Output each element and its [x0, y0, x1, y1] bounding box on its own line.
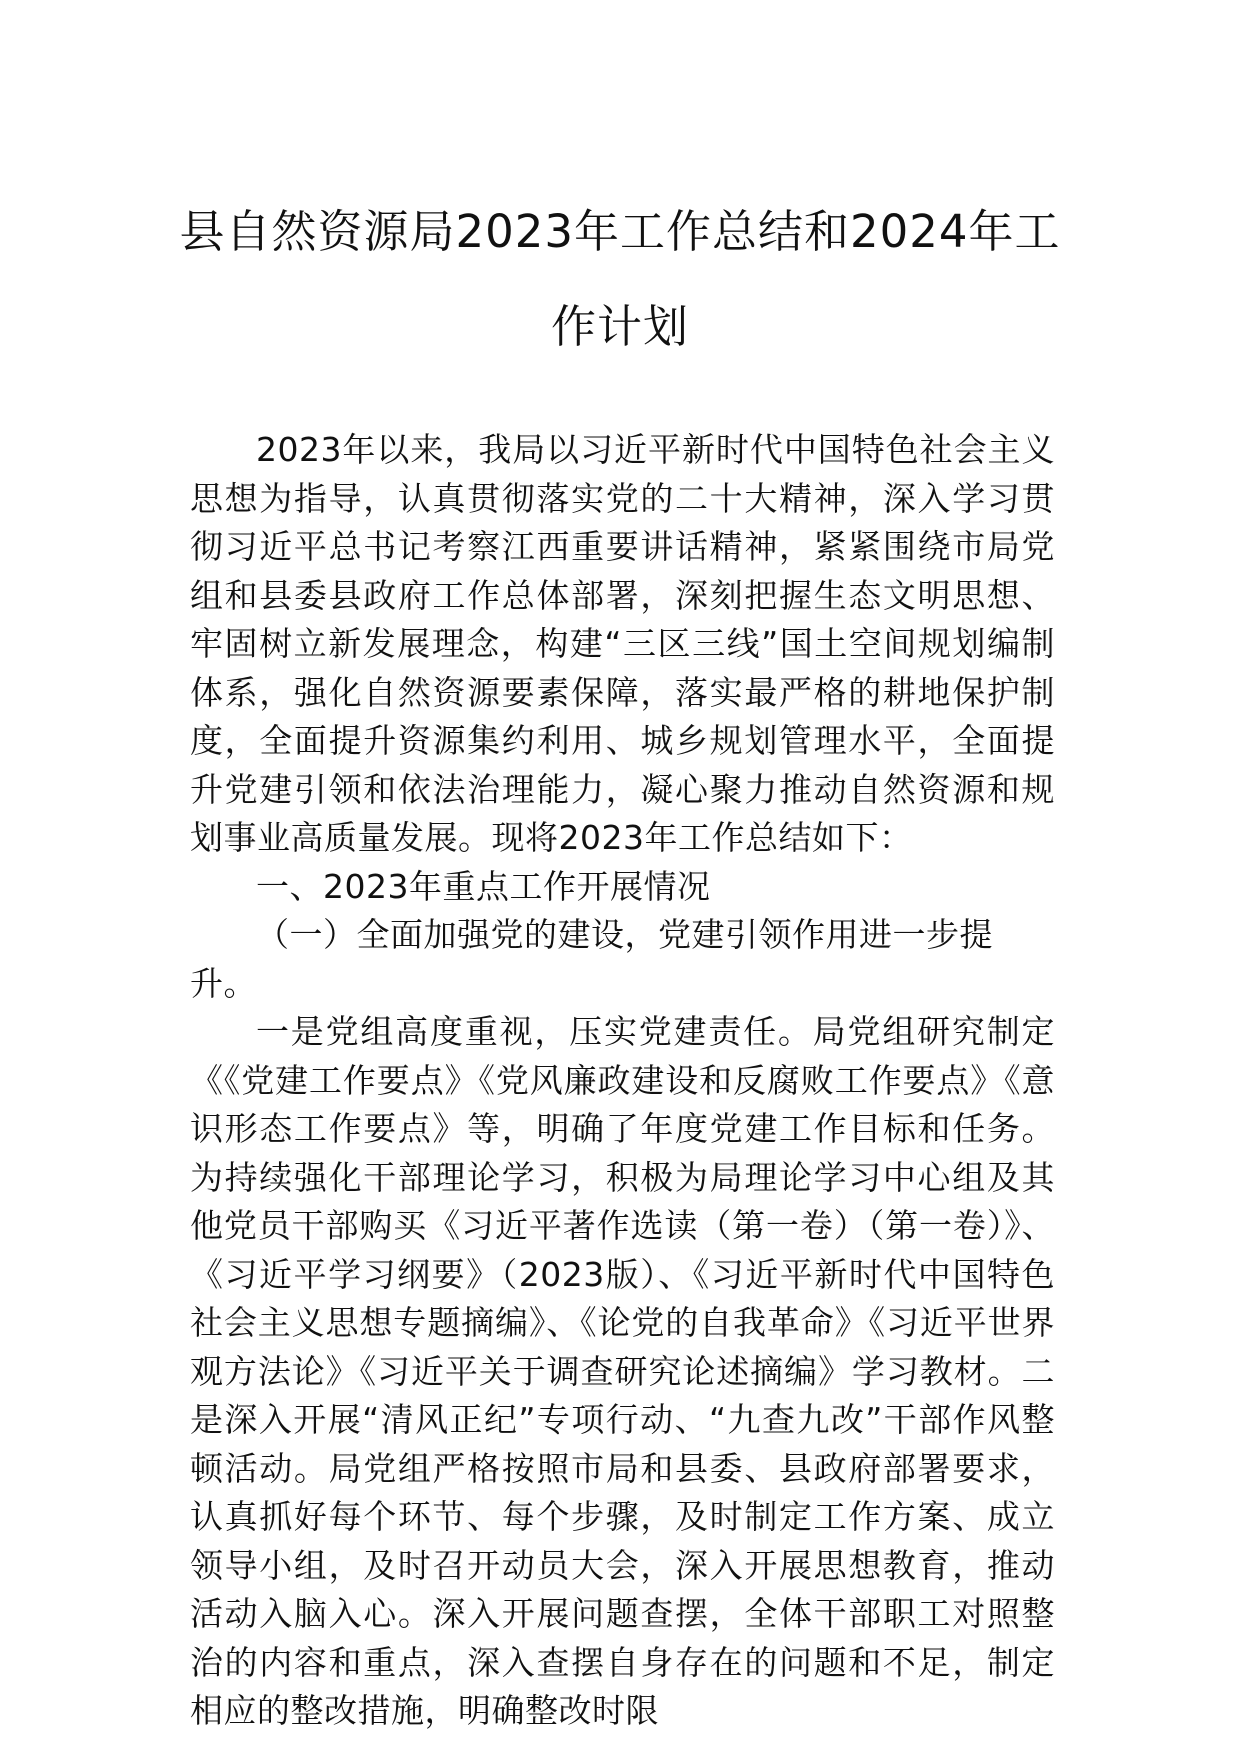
subsection-heading-1: （一）全面加强党的建设，党建引领作用进一步提升。 [190, 915, 993, 1003]
body-paragraph-1: 一是党组高度重视，压实党建责任。局党组研究制定《《党建工作要点》《党风廉政建设和反腐败工作要点》《意识形态工作要点》等，明确了年度党建工作目标和任务。为持续强化干部理论学习，积极为局理论学习中心组及其他党员干部购买《习近平著作选读（第一卷）（第一卷）》、《习近平学习纲要》（2023版）、《习近平新时代中国特色社会主义思想专题摘编》、《论党的自我革命》《习近平世界观方法论》《习近平关于调查研究论述摘编》学习教材。二是深入开展“清风正纪”专项行动、“九查九改”干部作风整顿活动。局党组严格按照市局和县委、县政府部署要求，认真抓好每个环节、每个步骤，及时制定工作方案、成立领导小组，及时召开动员大会，深入开展思想教育，推动活动入脑入心。深入开展问题查摆，全体干部职工对照整治的内容和重点，深入查摆自身存在的问题和不足，制定相应的整改措施，明确整改时限 [190, 1012, 1055, 1730]
document-body [190, 426, 1055, 1736]
document-title: 县自然资源局2023年工作总结和2024年工作计划 [179, 205, 1061, 353]
section-heading-1: 一、2023年重点工作开展情况 [256, 866, 711, 906]
intro-paragraph: 2023年以来，我局以习近平新时代中国特色社会主义思想为指导，认真贯彻落实党的二十大精神，深入学习贯彻习近平总书记考察江西重要讲话精神，紧紧围绕市局党组和县委县政府工作总体部署，深刻把握生态文明思想、牢固树立新发展理念，构建“三区三线”国土空间规划编制体系，强化自然资源要素保障，落实最严格的耕地保护制度，全面提升资源集约利用、城乡规划管理水平，全面提升党建引领和依法治理能力，凝心聚力推动自然资源和规划事业高质量发展。现将2023年工作总结如下： [190, 430, 1055, 857]
